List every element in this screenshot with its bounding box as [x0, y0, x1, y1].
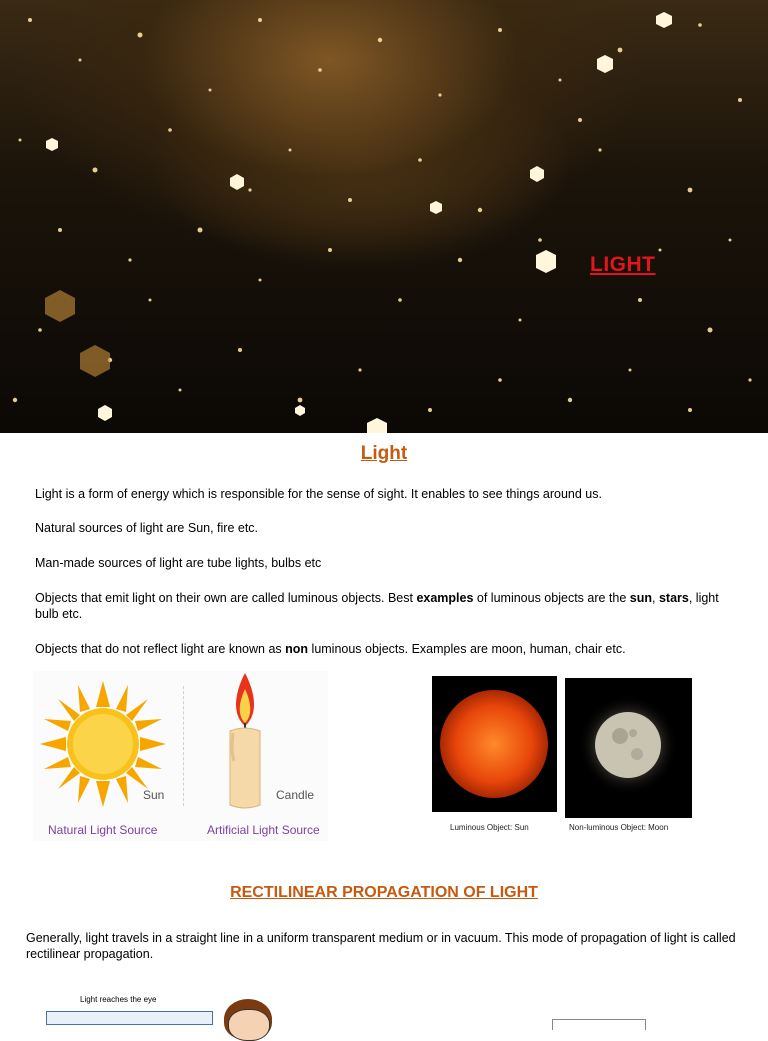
glitter-background-image — [0, 0, 768, 433]
paragraph-man-made-sources: Man-made sources of light are tube lights, bulbs etc — [35, 556, 322, 570]
light-sources-figure — [33, 671, 328, 841]
paragraph-natural-sources: Natural sources of light are Sun, fire etc. — [35, 521, 259, 535]
paragraph-luminous-objects: Objects that emit light on their own are called luminous objects. Best examples of luminous objects are the sun, stars, light bulb etc. — [35, 591, 719, 621]
section-title-rectilinear: RECTILINEAR PROPAGATION OF LIGHT — [230, 884, 538, 901]
hero-title: LIGHT — [590, 253, 656, 276]
non-luminous-object-caption: Non-luminous Object: Moon — [569, 823, 669, 832]
section-title-light: Light — [360, 443, 408, 464]
diagram-tube — [46, 1011, 213, 1025]
moon-photo — [565, 678, 692, 818]
natural-source-caption: Natural Light Source — [48, 823, 158, 837]
sun-photo — [432, 676, 557, 812]
candle-image — [225, 671, 275, 811]
luminous-object-caption: Luminous Object: Sun — [450, 823, 529, 832]
paragraph-non-luminous-objects: Objects that do not reflect light are known as non luminous objects. Examples are moon, human, chair etc. — [35, 642, 626, 656]
paragraph-rectilinear: Generally, light travels in a straight line in a uniform transparent medium or in vacuum. This mode of propagation of light is called rectilinear propagation. — [26, 931, 736, 961]
rectilinear-diagram — [28, 995, 288, 1024]
diagram-label: Light reaches the eye — [80, 995, 157, 1004]
hero-banner — [0, 0, 768, 433]
diagram-person-face — [228, 1009, 270, 1041]
artificial-source-caption: Artificial Light Source — [207, 823, 320, 837]
candle-label: Candle — [276, 788, 315, 802]
diagram-box-right — [552, 1019, 646, 1030]
sun-label: Sun — [143, 788, 165, 802]
figure-divider — [183, 686, 184, 806]
paragraph-definition: Light is a form of energy which is responsible for the sense of sight. It enables to see things around us. — [35, 487, 602, 501]
